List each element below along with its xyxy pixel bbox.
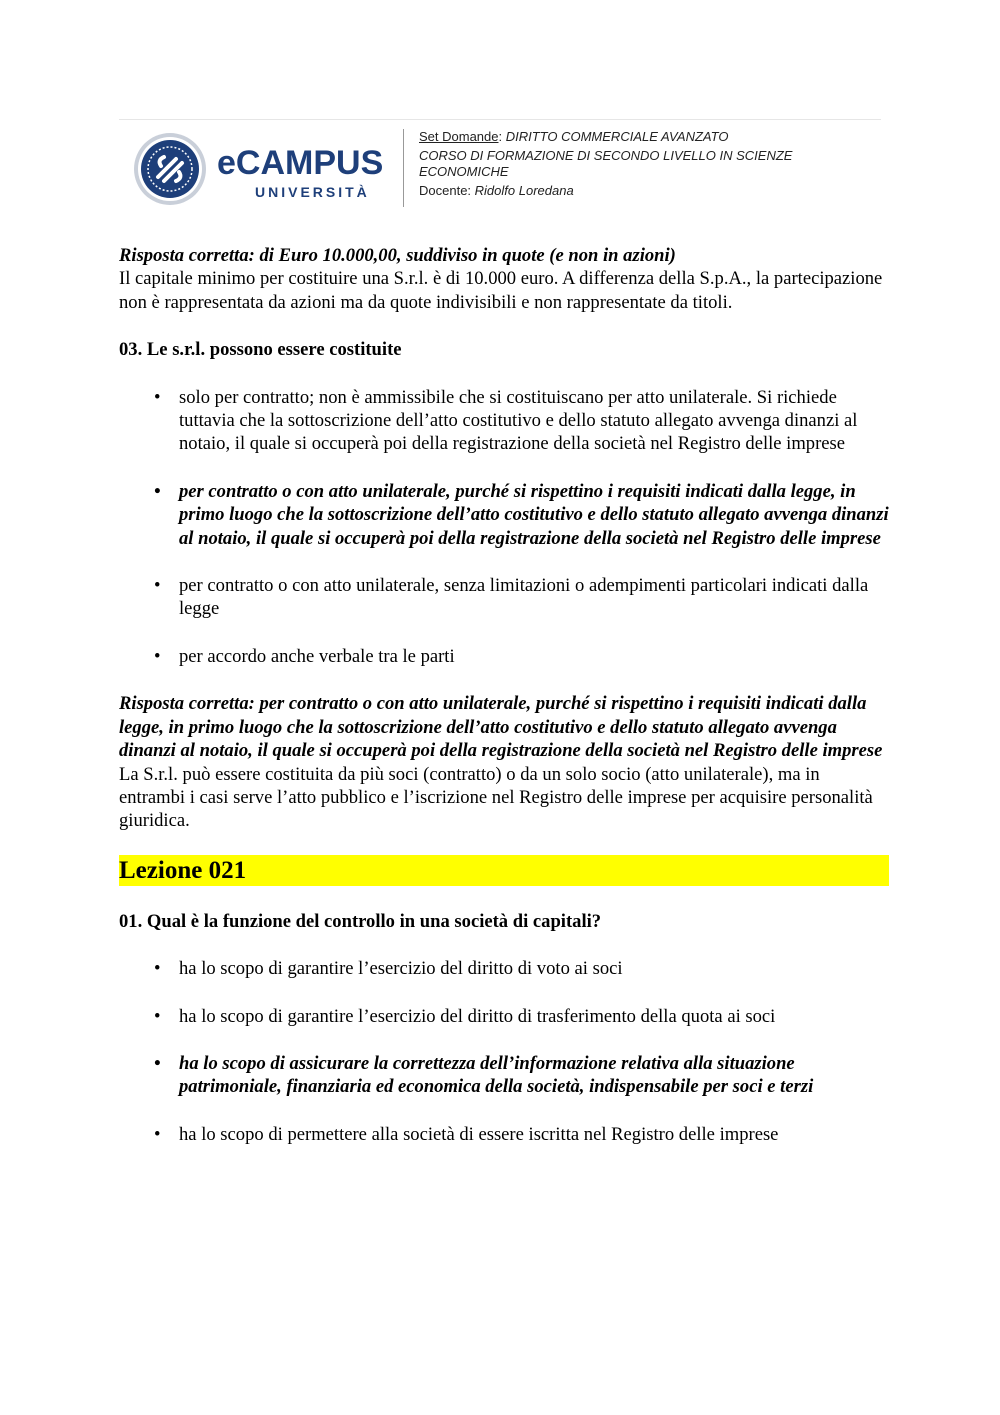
document-body <box>119 244 889 1146</box>
docente-value: Ridolfo Loredana <box>474 183 574 198</box>
option-q03-2-correct: • per contratto o con atto unilaterale, purché si rispettino i requisiti indicati dalla legge, in primo luogo che la sottoscrizione dell’atto costitutivo e dello statuto allegato avvenga dinanzi al notaio, il quale si occuperà poi della registrazione della società nel Registro delle imprese <box>119 480 889 550</box>
set-label: Set Domande <box>419 129 499 144</box>
header-info: Set Domande: DIRITTO COMMERCIALE AVANZATO CORSO DI FORMAZIONE DI SECONDO LIVELLO IN SCIENZE ECONOMICHE Docente: Ridolfo Loredana <box>419 129 889 199</box>
question-03: 03. Le s.r.l. possono essere costituite <box>119 339 402 361</box>
svg-text:UNIVERSITÀ: UNIVERSITÀ <box>255 184 370 200</box>
option-q03-1: • solo per contratto; non è ammissibile che si costituiscano per atto unilaterale. Si richiede tuttavia che la sottoscrizione dell’atto costitutivo e dello statuto allegato avvenga dinanzi al notaio, il quale si occuperà poi della registrazione della società nel Registro delle imprese <box>119 386 889 456</box>
header-divider <box>403 129 404 207</box>
options-q01 <box>119 957 889 1146</box>
option-q03-3: • per contratto o con atto unilaterale, senza limitazioni o adempimenti particolari indicati dalla legge <box>119 574 889 621</box>
svg-text:eCAMPUS: eCAMPUS <box>217 144 384 182</box>
explanation-q03: La S.r.l. può essere costituita da più soci (contratto) o da un solo socio (atto unilaterale), ma in entrambi i casi serve l’atto pubblico e l’iscrizione nel Registro delle imprese per acquisire personalità giuridica. <box>119 763 873 832</box>
option-q01-1: • ha lo scopo di garantire l’esercizio del diritto di voto ai soci <box>119 957 889 980</box>
option-q03-4: • per accordo anche verbale tra le parti <box>119 645 889 668</box>
docente-label: Docente: <box>419 183 475 198</box>
option-q01-2: • ha lo scopo di garantire l’esercizio del diritto di trasferimento della quota ai soci <box>119 1005 889 1028</box>
option-q01-3-correct: • ha lo scopo di assicurare la correttezza dell’informazione relativa alla situazione patrimoniale, finanziaria ed economica della società, indispensabile per soci e terzi <box>119 1052 889 1099</box>
set-value: DIRITTO COMMERCIALE AVANZATO <box>505 129 729 144</box>
document-header <box>119 119 881 216</box>
course-line-1: CORSO DI FORMAZIONE DI SECONDO LIVELLO IN SCIENZE <box>419 148 793 163</box>
correct-answer-block1: Risposta corretta: di Euro 10.000,00, suddiviso in quote (e non in azioni) <box>119 245 676 266</box>
option-q01-4: • ha lo scopo di permettere alla società di essere iscritta nel Registro delle imprese <box>119 1123 889 1146</box>
explanation-block1: Il capitale minimo per costituire una S.r.l. è di 10.000 euro. A differenza della S.p.A., la partecipazione non è rappresentata da azioni ma da quote indivisibili e non rappresentate da titoli. <box>119 268 883 313</box>
ecampus-logo <box>131 130 393 208</box>
lesson-heading: Lezione 021 <box>119 855 889 886</box>
course-line-2: ECONOMICHE <box>419 164 509 179</box>
correct-answer-q03: Risposta corretta: per contratto o con atto unilaterale, purché si rispettino i requisiti indicati dalla legge, in primo luogo che la sottoscrizione dell’atto costitutivo e dello statuto allegato avvenga dinanzi al notaio, il quale si occuperà poi della registrazione della società nel Registro delle imprese <box>119 693 883 762</box>
options-q03 <box>119 386 889 669</box>
question-01: 01. Qual è la funzione del controllo in una società di capitali? <box>119 910 602 932</box>
